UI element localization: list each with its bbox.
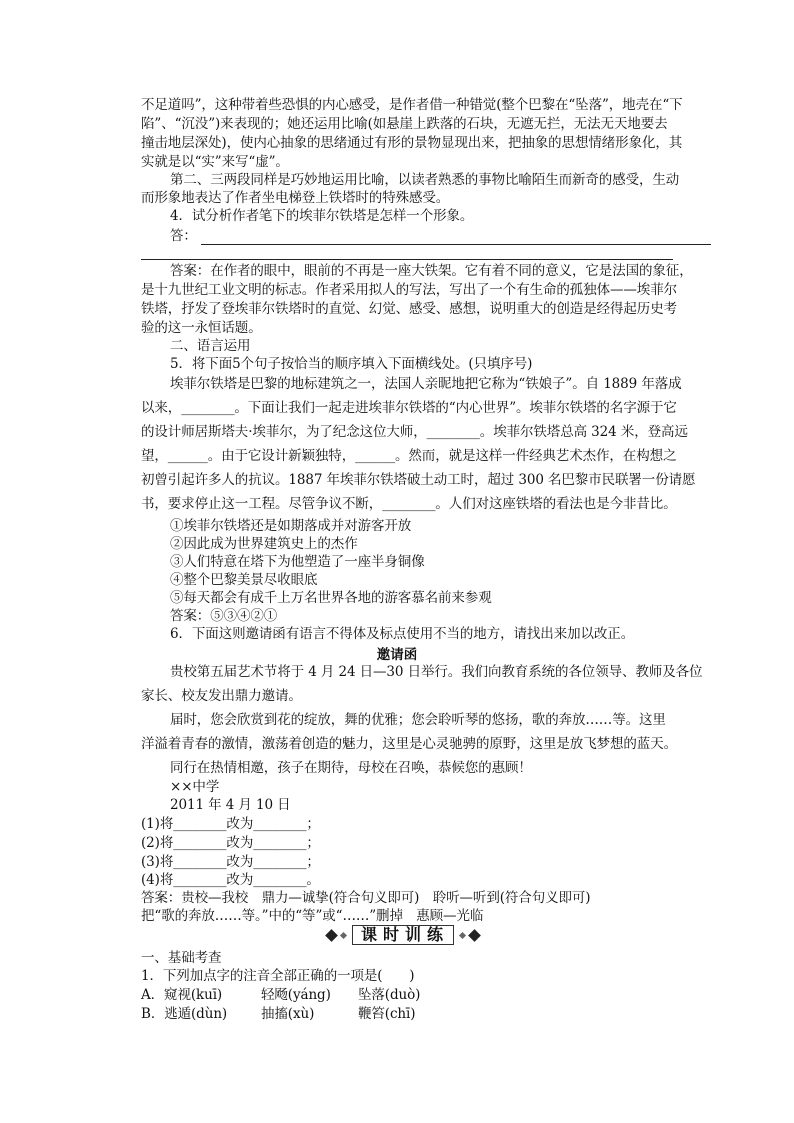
passage-line: 埃菲尔铁塔是巴黎的地标建筑之一，法国人亲昵地把它称为“铁娘子”。自 1889 年落成 — [170, 376, 682, 392]
letter-line: 洋溢着青春的激情，激荡着创造的魅力，这里是心灵驰骋的原野，这里是放飞梦想的蓝天。 — [141, 736, 677, 752]
diamond-icon — [459, 931, 466, 938]
passage-line: 望，______。由于它设计新颖独特，______。然而，就是这样一件经典艺术杰作，在构想之 — [141, 448, 677, 464]
choice-row — [141, 986, 420, 1004]
question-5: 5．将下面5个句子按恰当的顺序填入下面横线处。(只填序号) — [170, 356, 533, 372]
question-4: 4．试分析作者笔下的埃菲尔铁塔是怎样一个形象。 — [170, 208, 474, 224]
letter-signature: ××中学 — [170, 779, 220, 795]
text-line: 第二、三两段同样是巧妙地运用比喻，以读者熟悉的事物比喻陌生而新奇的感受，生动 — [170, 172, 680, 188]
choice-item: 鞭笞(chī) — [358, 1006, 416, 1022]
choice-item: 抽搐(xù) — [261, 1006, 315, 1022]
fill-item[interactable]: (4)将________改为________。 — [141, 872, 320, 888]
letter-line: 届时，您会欣赏到花的绽放，舞的优雅；您会聆听琴的悠扬，歌的奔放……等。这里 — [170, 712, 666, 728]
choice-item: 轻飏(yáng) — [261, 987, 331, 1003]
passage-line: 的设计师居斯塔夫·埃菲尔，为了纪念这位大师，________。埃菲尔铁塔总高 324 米，登高远 — [141, 424, 688, 440]
choice-row — [141, 1005, 415, 1023]
fill-item[interactable]: (3)将________改为________； — [141, 854, 320, 870]
diamond-icon — [325, 929, 338, 942]
letter-line: 同行在热情相邀，孩子在期待，母校在召唤，恭候您的惠顾！ — [170, 760, 532, 776]
letter-line: 家长、校友发出鼎力邀请。 — [141, 688, 302, 704]
text-line: 不足道吗”，这种带着些恐惧的内心感受，是作者借一种错觉(整个巴黎在“坠落”，地壳在“下 — [141, 97, 683, 113]
option-item: ②因此成为世界建筑史上的杰作 — [170, 536, 358, 552]
text-line: 而形象地表达了作者坐电梯登上铁塔时的特殊感受。 — [141, 190, 450, 206]
answer-blank-line[interactable] — [201, 232, 711, 245]
option-item: ③人们特意在塔下为他塑造了一座半身铜像 — [170, 554, 425, 570]
option-item: ①埃菲尔铁塔还是如期落成并对游客开放 — [170, 518, 412, 534]
letter-line: 贵校第五届艺术节将于 4 月 24 日—30 日举行。我们向教育系统的各位领导、教师及各位 — [170, 664, 703, 680]
section-banner — [324, 925, 482, 945]
option-item: ④整个巴黎美景尽收眼底 — [170, 572, 318, 588]
answer-text: 是十九世纪工业文明的标志。作者采用拟人的写法，写出了一个有生命的孤独体——埃菲尔 — [141, 282, 677, 298]
text-line: 实就是以“实”来写“虚”。 — [141, 154, 289, 170]
passage-line: 书，要求停止这一工程。尽管争议不断，________。人们对这座铁塔的看法也是今非昔比。 — [141, 496, 677, 512]
passage-line: 以来，________。下面让我们一起走进埃菲尔铁塔的“内心世界”。埃菲尔铁塔的名字源于它 — [141, 400, 677, 416]
choice-item: A．窥视(kuī) — [141, 987, 223, 1003]
answer-text: 把“歌的奔放……等。”中的“等”或“……”删掉 惠顾—光临 — [141, 908, 484, 924]
diamond-icon — [468, 929, 481, 942]
banner-title: 课时训练 — [352, 925, 454, 945]
question-1: 1．下列加点字的注音全部正确的一项是( ) — [141, 968, 415, 984]
answer-blank-line-2[interactable] — [141, 247, 673, 260]
answer-text: 答案：贵校—我校 鼎力—诚挚(符合句义即可) 聆听—听到(符合句义即可) — [141, 890, 591, 906]
diamond-icon — [340, 931, 347, 938]
answer-text: 答案：在作者的眼中，眼前的不再是一座大铁架。它有着不同的意义，它是法国的象征， — [170, 263, 693, 279]
answer-label — [170, 227, 711, 245]
choice-item: B．逃遁(dùn) — [141, 1006, 228, 1022]
passage-line: 初曾引起许多人的抗议。1887 年埃菲尔铁塔破土动工时，超过 300 名巴黎市民联署一份请愿 — [141, 472, 696, 488]
answer-text: 铁塔，抒发了登埃菲尔铁塔时的直觉、幻觉、感受、感想，说明重大的创造是经得起历史考 — [141, 301, 677, 317]
answer-prefix: 答： — [170, 228, 197, 244]
option-item: ⑤每天都会有成千上万名世界各地的游客慕名前来参观 — [170, 590, 492, 606]
text-line: 撞击地层深处)，使内心抽象的思绪通过有形的景物显现出来，把抽象的思想情绪形象化，其 — [141, 135, 683, 151]
answer-text: 答案：⑤③④②① — [170, 608, 278, 624]
section-heading: 一、基础考查 — [141, 950, 222, 966]
text-line: 陷”、“沉没”)来表现的；她还运用比喻(如悬崖上跌落的石块，无遮无拦，无法无天地要去 — [141, 116, 668, 132]
letter-date: 2011 年 4 月 10 日 — [170, 797, 291, 813]
section-heading: 二、语言运用 — [170, 338, 251, 354]
letter-title: 邀请函 — [376, 647, 418, 663]
choice-item: 坠落(duò) — [358, 987, 421, 1003]
answer-text: 验的这一永恒话题。 — [141, 320, 262, 336]
question-6: 6．下面这则邀请函有语言不得体及标点使用不当的地方，请找出来加以改正。 — [170, 626, 635, 642]
fill-item[interactable]: (1)将________改为________； — [141, 816, 320, 832]
fill-item[interactable]: (2)将________改为________； — [141, 835, 320, 851]
